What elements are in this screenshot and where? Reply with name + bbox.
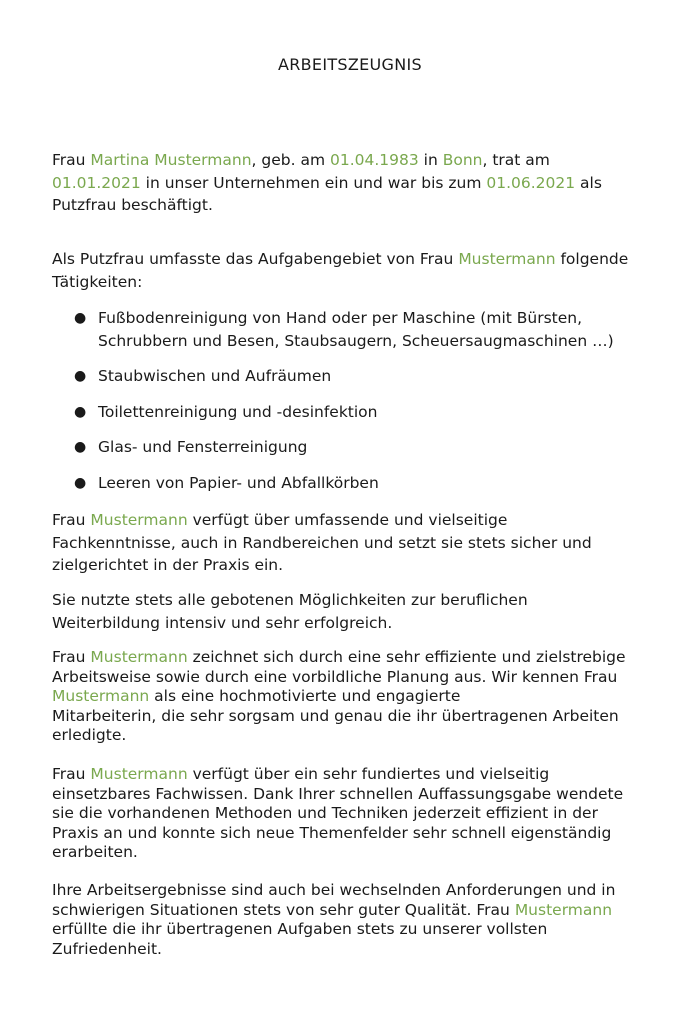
knowledge-line-2: Fachkenntnisse, auch in Randbereichen und setzt sie stets sicher und (52, 533, 592, 552)
intro-paragraph (52, 149, 662, 217)
expertise-line-1 (52, 765, 662, 785)
knowledge-line-1-rest: verfügt über umfassende und vielseitige (187, 511, 508, 529)
work-style-line-4: Mitarbeiterin, die sehr sorgsam und genau die ihr übertragenen Arbeiten (52, 706, 619, 725)
expertise-prefix: Frau (52, 765, 91, 783)
training-line-1: Sie nutzte stets alle gebotenen Möglichkeiten zur beruflichen (52, 591, 528, 609)
work-style-line-3-rest: als eine hochmotivierte und engagierte (149, 687, 461, 705)
results-line-3: erfüllte die ihr übertragenen Aufgaben stets zu unserer vollsten (52, 920, 548, 938)
results-surname: Mustermann (514, 900, 613, 919)
tasks-intro-surname: Mustermann (458, 250, 556, 268)
intro-line-2 (52, 172, 662, 195)
knowledge-prefix: Frau (52, 511, 91, 529)
work-style-prefix: Frau (52, 648, 91, 666)
expertise-line-5: erarbeiten. (52, 843, 138, 861)
knowledge-surname: Mustermann (90, 511, 188, 529)
bullet-icon: ● (74, 310, 87, 326)
work-style-line-3 (52, 687, 662, 707)
start-date: 01.01.2021 (52, 173, 141, 192)
list-item (52, 401, 662, 424)
task-item-line: Fußbodenreinigung von Hand oder per Maschine (mit Bürsten, (98, 309, 583, 327)
training-line-2: Weiterbildung intensiv und sehr erfolgreich. (52, 613, 393, 632)
tasks-intro-line-2: Tätigkeiten: (52, 272, 143, 291)
task-item-line: Toilettenreinigung und -desinfektion (98, 402, 378, 421)
tasks-intro-line-1 (52, 248, 662, 271)
expertise-line-3: sie die vorhandenen Methoden und Techniken jederzeit effizient in der (52, 804, 598, 822)
tasks-intro-before: Als Putzfrau umfasste das Aufgabengebiet von Frau (52, 250, 459, 268)
work-style-paragraph (52, 648, 662, 746)
tasks-intro-after: folgende (555, 250, 629, 268)
bullet-icon: ● (74, 403, 87, 420)
expertise-line-4: Praxis an und konnte sich neue Themenfelder sehr schnell eigenständig (52, 823, 612, 842)
end-date: 01.06.2021 (486, 173, 576, 192)
bullet-icon: ● (74, 474, 87, 491)
intro-suffix: als (575, 173, 602, 192)
tasks-intro-paragraph (52, 248, 662, 293)
birth-city: Bonn (442, 151, 483, 169)
task-list (52, 307, 662, 507)
expertise-surname: Mustermann (90, 765, 188, 783)
results-line-1: Ihre Arbeitsergebnisse sind auch bei wechselnden Anforderungen und in (52, 881, 616, 899)
knowledge-line-3: zielgerichtet in der Praxis ein. (52, 556, 284, 574)
results-line-2-before: schwierigen Situationen stets von sehr guter Qualität. Frau (52, 900, 515, 919)
task-item-line: Glas- und Fensterreinigung (98, 438, 308, 456)
results-paragraph (52, 881, 662, 959)
list-item (52, 365, 662, 388)
intro-line-3: Putzfrau beschäftigt. (52, 196, 213, 214)
knowledge-paragraph (52, 509, 662, 577)
task-item-line: Staubwischen und Aufräumen (98, 367, 332, 385)
intro-start-text: , trat am (482, 151, 550, 169)
task-item-line: Schrubbern und Besen, Staubsaugern, Scheuersaugmaschinen …) (98, 331, 614, 350)
work-style-line-2: Arbeitsweise sowie durch eine vorbildliche Planung aus. Wir kennen Frau (52, 667, 618, 686)
document-title: ARBEITSZEUGNIS (277, 55, 423, 74)
list-item (52, 307, 662, 352)
expertise-line-1-rest: verfügt über ein sehr fundiertes und vielseitig (187, 765, 550, 783)
task-item-line: Leeren von Papier- und Abfallkörben (98, 473, 379, 492)
intro-line-1 (52, 149, 662, 172)
work-style-line-1 (52, 648, 662, 668)
birth-date: 01.04.1983 (329, 151, 419, 169)
intro-born-text: , geb. am (251, 151, 330, 169)
intro-middle-text: in unser Unternehmen ein und war bis zum (140, 173, 487, 192)
list-item (52, 436, 662, 459)
expertise-line-2: einsetzbares Fachwissen. Dank Ihrer schnellen Auffassungsgabe wendete (52, 784, 624, 803)
results-line-4: Zufriedenheit. (52, 939, 162, 958)
results-line-2 (52, 901, 662, 921)
intro-in-text: in (418, 151, 443, 169)
training-paragraph (52, 589, 662, 634)
work-style-surname-2: Mustermann (52, 687, 150, 705)
intro-prefix: Frau (52, 151, 91, 169)
work-style-line-1-rest: zeichnet sich durch eine sehr effiziente und zielstrebige (187, 648, 626, 666)
list-item (52, 472, 662, 495)
bullet-icon: ● (74, 368, 87, 384)
work-style-line-5: erledigte. (52, 726, 127, 744)
knowledge-line-1 (52, 509, 662, 532)
work-style-surname: Mustermann (90, 648, 188, 666)
employee-name: Martina Mustermann (90, 151, 252, 169)
bullet-icon: ● (74, 439, 87, 455)
expertise-paragraph (52, 765, 662, 863)
